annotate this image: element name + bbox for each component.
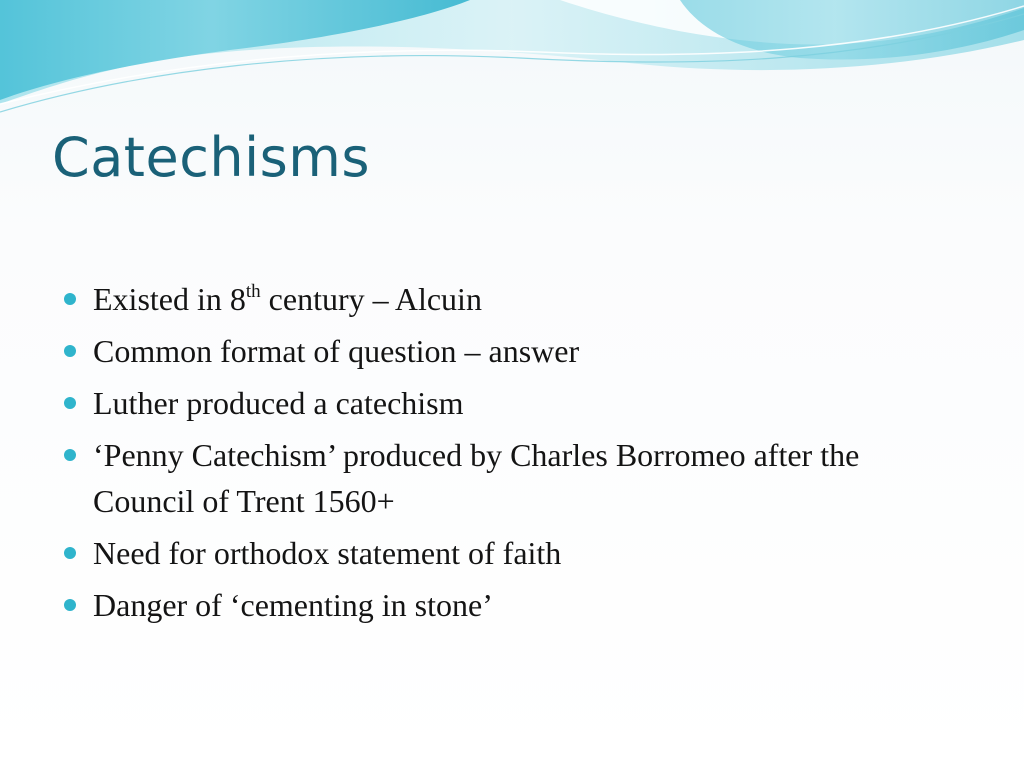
bullet-text: Luther produced a catechism <box>93 385 464 421</box>
bullet-item <box>64 380 964 426</box>
bullet-item <box>64 582 964 628</box>
bullet-item <box>64 432 893 524</box>
bullet-text: Need for orthodox statement of faith <box>93 535 562 571</box>
bullet-item <box>64 530 964 576</box>
bullet-list <box>64 276 964 634</box>
decorative-wave-header <box>0 0 1024 140</box>
bullet-dot-icon <box>64 293 76 305</box>
bullet-item <box>64 276 964 322</box>
bullet-dot-icon <box>64 547 76 559</box>
bullet-dot-icon <box>64 345 76 357</box>
bullet-text: Common format of question – answer <box>93 333 580 369</box>
bullet-dot-icon <box>64 397 76 409</box>
superscript: th <box>245 281 261 302</box>
bullet-item <box>64 328 964 374</box>
bullet-text: ‘Penny Catechism’ produced by Charles Borromeo after the Council of Trent 1560+ <box>93 437 860 519</box>
bullet-dot-icon <box>64 449 76 461</box>
bullet-dot-icon <box>64 599 76 611</box>
slide-title: Catechisms <box>52 126 370 189</box>
bullet-text: Danger of ‘cementing in stone’ <box>93 587 493 623</box>
bullet-text: Existed in 8th century – Alcuin <box>93 281 482 317</box>
